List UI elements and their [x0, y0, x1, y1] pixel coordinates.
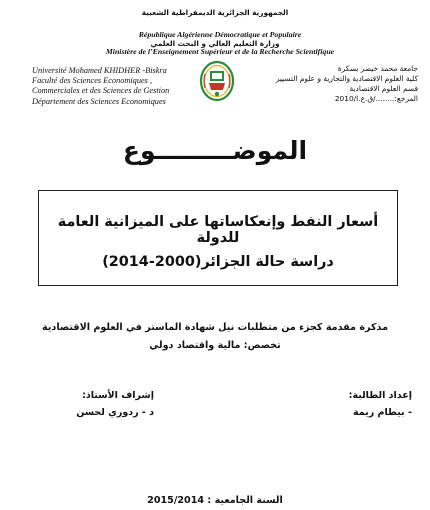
- ministry-name-fr: Ministère de l’Enseignement Supérieur et de la Recherche Scientifique: [105, 47, 335, 56]
- student-label: إعداد الطالبة:: [348, 390, 412, 401]
- thesis-subtitle: دراسة حالة الجزائر(2000-2014): [102, 254, 334, 270]
- department-name: Département des Sciences Economiques: [32, 96, 166, 106]
- faculty-name-line2: Commerciales et des Sciences de Gestion: [32, 86, 170, 96]
- university-logo: [199, 60, 235, 102]
- faculty-name-ar: كلية العلوم الاقتصادية والتجارية و علوم التسيير: [275, 74, 418, 83]
- university-name-ar: جامعة محمد خيضر بسكرة: [337, 64, 418, 73]
- thesis-title: أسعار النفط وإنعكاساتها على الميزانية العامة للدولة: [57, 214, 379, 246]
- university-name: Université Mohamed KHIDHER -Biskra: [32, 66, 167, 75]
- student-name: - بيطام ريمة: [353, 407, 412, 418]
- specialty: تخصص: مالية واقتصاد دولي: [149, 340, 281, 351]
- department-name-ar: قسم العلوم الاقتصادية: [349, 84, 418, 93]
- republic-name-ar: الجمهورية الجزائرية الديمقراطية الشعبية: [141, 8, 289, 17]
- reference-number: المرجع:......../ق.ع.ا/2010: [334, 94, 418, 103]
- subject-heading: الموضـــــــــوع: [122, 136, 308, 165]
- supervisor-label: إشراف الأستاذ:: [82, 390, 154, 401]
- academic-year: السنة الجامعية : 2015/2014: [147, 495, 283, 506]
- institution-arabic: [268, 64, 418, 104]
- faculty-name-line1: Faculté des Sciences Economiques ,: [32, 76, 153, 86]
- header-arabic: [0, 8, 430, 19]
- thesis-statement: مذكرة مقدمة كجزء من متطلبات نيل شهادة الماستر في العلوم الاقتصادية: [41, 322, 389, 333]
- ministry-french-block: [60, 47, 380, 57]
- ministry-name-ar: وزارة التعليم العالي و البحث العلمي: [150, 39, 280, 48]
- supervisor-name: د - ردوري لحسن: [76, 407, 154, 418]
- republic-name-fr: République Algérienne Démocratique et Populaire: [138, 30, 302, 39]
- institution-french: [32, 66, 212, 107]
